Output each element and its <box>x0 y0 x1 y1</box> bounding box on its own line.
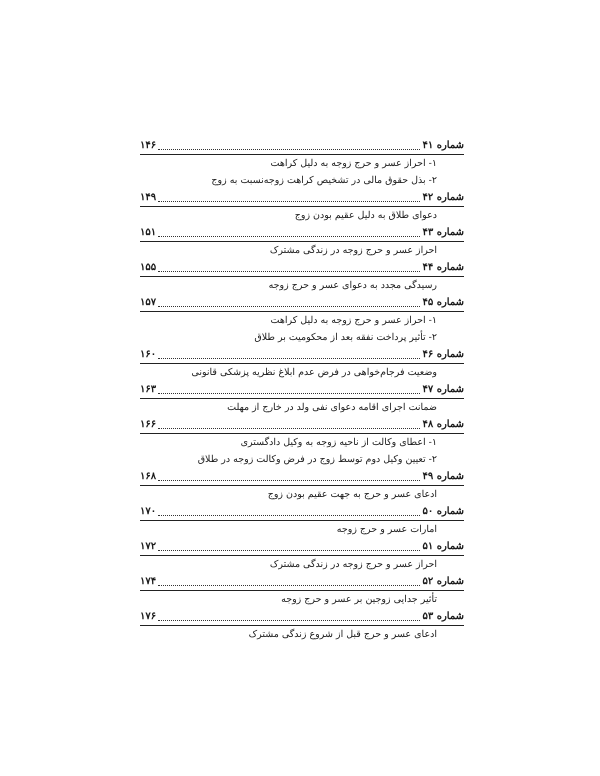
toc-page-number: ۱۵۷ <box>140 297 157 308</box>
toc-entry-title: شماره ۴۳ <box>422 227 464 238</box>
toc-entry-title: شماره ۴۷ <box>422 384 464 395</box>
toc-entry[interactable] <box>140 259 464 294</box>
dot-leader <box>158 149 420 150</box>
toc-entry[interactable] <box>140 189 464 224</box>
toc-entry-heading[interactable] <box>140 137 464 155</box>
toc-subitem: ادعای عسر و حرج به جهت عقیم بودن زوج <box>267 489 437 500</box>
toc-subitem: ۲- بذل حقوق مالی در تشخیص کراهت زوجه‌نسبت به زوج <box>211 175 437 186</box>
toc-entry[interactable] <box>140 381 464 416</box>
dot-leader <box>158 236 420 237</box>
toc-entry[interactable] <box>140 346 464 381</box>
toc-page-number: ۱۶۶ <box>140 419 157 430</box>
toc-page-number: ۱۵۵ <box>140 262 157 273</box>
toc-entry-heading[interactable] <box>140 573 464 591</box>
toc-entry-heading[interactable] <box>140 189 464 207</box>
toc-entry[interactable] <box>140 573 464 608</box>
toc-entry-heading[interactable] <box>140 468 464 486</box>
toc-page-number: ۱۶۰ <box>140 349 157 360</box>
dot-leader <box>158 428 420 429</box>
toc-entry-title: شماره ۴۲ <box>422 192 464 203</box>
toc-entry-heading[interactable] <box>140 259 464 277</box>
toc-entry-heading[interactable] <box>140 224 464 242</box>
toc-subitem: امارات عسر و حرج زوجه <box>336 524 437 535</box>
toc-entry-title: شماره ۵۲ <box>422 576 464 587</box>
toc-subitem: وضعیت فرجام‌خواهی در فرض عدم ابلاغ نظریه پزشکی قانونی <box>191 367 437 378</box>
toc-entry[interactable] <box>140 503 464 538</box>
toc-entry-title: شماره ۴۴ <box>422 262 464 273</box>
toc-entry-title: شماره ۴۹ <box>422 471 464 482</box>
toc-subitem: دعوای طلاق به دلیل عقیم بودن زوج <box>294 210 437 221</box>
toc-subitem: احراز عسر و حرج زوجه در زندگی مشترک <box>269 559 437 570</box>
toc-entry[interactable] <box>140 468 464 503</box>
toc-subitem: ۲- تعیین وکیل دوم توسط زوج در فرض وکالت زوجه در طلاق <box>197 454 437 465</box>
dot-leader <box>158 550 420 551</box>
toc-subitem: رسیدگی مجدد به دعوای عسر و حرج زوجه <box>268 280 437 291</box>
toc-entry-title: شماره ۴۸ <box>422 419 464 430</box>
toc-entry-title: شماره ۴۶ <box>422 349 464 360</box>
toc-page-number: ۱۴۶ <box>140 140 157 151</box>
toc-page-number: ۱۷۶ <box>140 611 157 622</box>
dot-leader <box>158 393 420 394</box>
toc-entry[interactable] <box>140 224 464 259</box>
table-of-contents <box>140 137 464 643</box>
toc-subitem: ۱- احراز عسر و حرج زوجه به دلیل کراهت <box>270 315 437 326</box>
toc-subitem: ۱- اعطای وکالت از ناحیه زوجه به وکیل دادگستری <box>240 437 437 448</box>
toc-subitem: تأثیر جدایی زوجین بر عسر و حرج زوجه <box>281 594 437 605</box>
toc-entry-title: شماره ۵۱ <box>422 541 464 552</box>
dot-leader <box>158 358 420 359</box>
dot-leader <box>158 201 420 202</box>
toc-entry[interactable] <box>140 294 464 346</box>
dot-leader <box>158 515 420 516</box>
toc-page-number: ۱۶۸ <box>140 471 157 482</box>
toc-page-number: ۱۷۲ <box>140 541 157 552</box>
toc-subitem: ۲- تأثیر پرداخت نفقه بعد از محکومیت بر طلاق <box>254 332 437 343</box>
dot-leader <box>158 306 420 307</box>
toc-entry[interactable] <box>140 608 464 643</box>
toc-entry-title: شماره ۵۳ <box>422 611 464 622</box>
toc-subitem: ۱- احراز عسر و حرج زوجه به دلیل کراهت <box>270 158 437 169</box>
toc-page-number: ۱۴۹ <box>140 192 157 203</box>
dot-leader <box>158 480 420 481</box>
dot-leader <box>158 585 420 586</box>
toc-entry-heading[interactable] <box>140 503 464 521</box>
toc-entry-heading[interactable] <box>140 294 464 312</box>
toc-page-number: ۱۷۴ <box>140 576 157 587</box>
toc-subitem: احراز عسر و حرج زوجه در زندگی مشترک <box>269 245 437 256</box>
toc-entry-title: شماره ۴۵ <box>422 297 464 308</box>
dot-leader <box>158 271 420 272</box>
toc-entry-heading[interactable] <box>140 346 464 364</box>
toc-subitem: ادعای عسر و حرج قبل از شروع زندگی مشترک <box>248 629 437 640</box>
toc-subitem: ضمانت اجرای اقامه دعوای نفی ولد در خارج از مهلت <box>227 402 437 413</box>
toc-entry[interactable] <box>140 137 464 189</box>
toc-entry[interactable] <box>140 538 464 573</box>
toc-page-number: ۱۷۰ <box>140 506 157 517</box>
toc-page-number: ۱۵۱ <box>140 227 157 238</box>
toc-entry-heading[interactable] <box>140 538 464 556</box>
toc-page-number: ۱۶۳ <box>140 384 157 395</box>
toc-entry-heading[interactable] <box>140 416 464 434</box>
toc-entry-heading[interactable] <box>140 381 464 399</box>
toc-entry[interactable] <box>140 416 464 468</box>
toc-entry-title: شماره ۵۰ <box>422 506 464 517</box>
toc-entry-title: شماره ۴۱ <box>422 140 464 151</box>
toc-entry-heading[interactable] <box>140 608 464 626</box>
dot-leader <box>158 620 420 621</box>
